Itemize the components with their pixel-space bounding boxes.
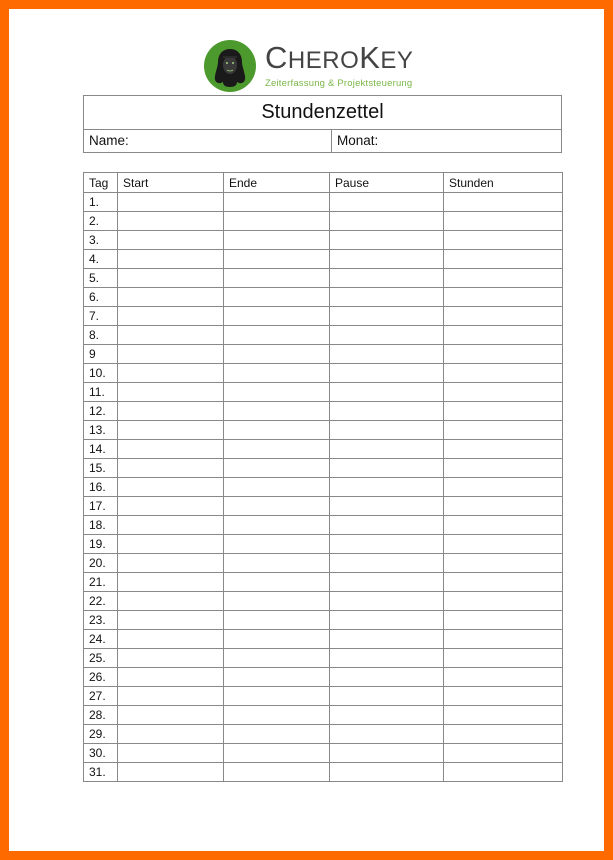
stunden-cell[interactable] [444, 763, 563, 782]
table-row [84, 250, 563, 269]
day-cell: 10. [84, 364, 118, 383]
ende-cell[interactable] [224, 744, 330, 763]
pause-cell[interactable] [330, 497, 444, 516]
day-cell: 29. [84, 725, 118, 744]
column-header-start: Start [118, 173, 224, 193]
table-row [84, 611, 563, 630]
day-cell: 16. [84, 478, 118, 497]
pause-cell[interactable] [330, 345, 444, 364]
stunden-cell[interactable] [444, 535, 563, 554]
table-row [84, 459, 563, 478]
table-row [84, 231, 563, 250]
form-header [83, 95, 562, 153]
stunden-cell[interactable] [444, 687, 563, 706]
stunden-cell[interactable] [444, 421, 563, 440]
pause-cell[interactable] [330, 307, 444, 326]
cherokey-logo [204, 39, 413, 93]
start-cell[interactable] [118, 307, 224, 326]
native-portrait-icon [204, 40, 256, 92]
start-cell[interactable] [118, 459, 224, 478]
ende-cell[interactable] [224, 383, 330, 402]
pause-cell[interactable] [330, 250, 444, 269]
day-cell: 24. [84, 630, 118, 649]
day-cell: 31. [84, 763, 118, 782]
pause-cell[interactable] [330, 763, 444, 782]
start-cell[interactable] [118, 440, 224, 459]
stunden-cell[interactable] [444, 307, 563, 326]
pause-cell[interactable] [330, 326, 444, 345]
ende-cell[interactable] [224, 193, 330, 212]
ende-cell[interactable] [224, 440, 330, 459]
day-cell: 18. [84, 516, 118, 535]
start-cell[interactable] [118, 345, 224, 364]
stunden-cell[interactable] [444, 383, 563, 402]
start-cell[interactable] [118, 649, 224, 668]
day-cell: 8. [84, 326, 118, 345]
name-field[interactable]: Name: [84, 130, 332, 152]
start-cell[interactable] [118, 687, 224, 706]
day-cell: 15. [84, 459, 118, 478]
pause-cell[interactable] [330, 744, 444, 763]
day-cell: 4. [84, 250, 118, 269]
stunden-cell[interactable] [444, 288, 563, 307]
start-cell[interactable] [118, 497, 224, 516]
ende-cell[interactable] [224, 630, 330, 649]
day-cell: 25. [84, 649, 118, 668]
stunden-cell[interactable] [444, 269, 563, 288]
pause-cell[interactable] [330, 687, 444, 706]
table-row [84, 364, 563, 383]
stunden-cell[interactable] [444, 364, 563, 383]
brand-name: CHEROKEY [265, 40, 414, 75]
stunden-cell[interactable] [444, 212, 563, 231]
pause-cell[interactable] [330, 592, 444, 611]
table-row [84, 402, 563, 421]
ende-cell[interactable] [224, 516, 330, 535]
start-cell[interactable] [118, 478, 224, 497]
table-row [84, 307, 563, 326]
day-cell: 13. [84, 421, 118, 440]
ende-cell[interactable] [224, 212, 330, 231]
day-cell: 19. [84, 535, 118, 554]
ende-cell[interactable] [224, 763, 330, 782]
pause-cell[interactable] [330, 421, 444, 440]
day-cell: 6. [84, 288, 118, 307]
column-header-pause: Pause [330, 173, 444, 193]
ende-cell[interactable] [224, 649, 330, 668]
ende-cell[interactable] [224, 288, 330, 307]
table-row [84, 345, 563, 364]
pause-cell[interactable] [330, 649, 444, 668]
pause-cell[interactable] [330, 554, 444, 573]
stunden-cell[interactable] [444, 231, 563, 250]
stunden-cell[interactable] [444, 497, 563, 516]
ende-cell[interactable] [224, 668, 330, 687]
stunden-cell[interactable] [444, 573, 563, 592]
start-cell[interactable] [118, 763, 224, 782]
pause-cell[interactable] [330, 231, 444, 250]
start-cell[interactable] [118, 573, 224, 592]
ende-cell[interactable] [224, 535, 330, 554]
table-row [84, 212, 563, 231]
table-row [84, 668, 563, 687]
table-header-row [84, 173, 563, 193]
start-cell[interactable] [118, 421, 224, 440]
ende-cell[interactable] [224, 478, 330, 497]
ende-cell[interactable] [224, 573, 330, 592]
day-cell: 12. [84, 402, 118, 421]
ende-cell[interactable] [224, 326, 330, 345]
day-cell: 14. [84, 440, 118, 459]
start-cell[interactable] [118, 269, 224, 288]
pause-cell[interactable] [330, 288, 444, 307]
pause-cell[interactable] [330, 193, 444, 212]
day-cell: 7. [84, 307, 118, 326]
stunden-cell[interactable] [444, 402, 563, 421]
day-cell: 27. [84, 687, 118, 706]
pause-cell[interactable] [330, 725, 444, 744]
day-cell: 23. [84, 611, 118, 630]
start-cell[interactable] [118, 288, 224, 307]
stunden-cell[interactable] [444, 649, 563, 668]
day-cell: 1. [84, 193, 118, 212]
table-row [84, 649, 563, 668]
stunden-cell[interactable] [444, 459, 563, 478]
stunden-cell[interactable] [444, 744, 563, 763]
start-cell[interactable] [118, 193, 224, 212]
stunden-cell[interactable] [444, 630, 563, 649]
stunden-cell[interactable] [444, 668, 563, 687]
day-cell: 11. [84, 383, 118, 402]
start-cell[interactable] [118, 611, 224, 630]
day-cell: 21. [84, 573, 118, 592]
table-row [84, 326, 563, 345]
ende-cell[interactable] [224, 706, 330, 725]
column-header-stunden: Stunden [444, 173, 563, 193]
table-row [84, 763, 563, 782]
stunden-cell[interactable] [444, 478, 563, 497]
day-cell: 9 [84, 345, 118, 364]
day-cell: 5. [84, 269, 118, 288]
start-cell[interactable] [118, 326, 224, 345]
ende-cell[interactable] [224, 307, 330, 326]
stunden-cell[interactable] [444, 440, 563, 459]
stunden-cell[interactable] [444, 250, 563, 269]
stunden-cell[interactable] [444, 193, 563, 212]
ende-cell[interactable] [224, 345, 330, 364]
pause-cell[interactable] [330, 516, 444, 535]
stunden-cell[interactable] [444, 592, 563, 611]
start-cell[interactable] [118, 725, 224, 744]
stunden-cell[interactable] [444, 326, 563, 345]
table-row [84, 516, 563, 535]
stunden-cell[interactable] [444, 516, 563, 535]
table-row [84, 421, 563, 440]
start-cell[interactable] [118, 402, 224, 421]
day-cell: 26. [84, 668, 118, 687]
day-cell: 2. [84, 212, 118, 231]
pause-cell[interactable] [330, 402, 444, 421]
day-cell: 22. [84, 592, 118, 611]
start-cell[interactable] [118, 231, 224, 250]
start-cell[interactable] [118, 668, 224, 687]
table-row [84, 535, 563, 554]
ende-cell[interactable] [224, 554, 330, 573]
brand-tagline: Zeiterfassung & Projektsteuerung [265, 78, 413, 89]
pause-cell[interactable] [330, 573, 444, 592]
stunden-cell[interactable] [444, 345, 563, 364]
table-row [84, 687, 563, 706]
column-header-tag: Tag [84, 173, 118, 193]
start-cell[interactable] [118, 212, 224, 231]
table-row [84, 497, 563, 516]
table-row [84, 554, 563, 573]
start-cell[interactable] [118, 592, 224, 611]
start-cell[interactable] [118, 554, 224, 573]
day-cell: 30. [84, 744, 118, 763]
pause-cell[interactable] [330, 212, 444, 231]
table-row [84, 630, 563, 649]
ende-cell[interactable] [224, 592, 330, 611]
pause-cell[interactable] [330, 383, 444, 402]
table-row [84, 592, 563, 611]
stunden-cell[interactable] [444, 554, 563, 573]
stunden-cell[interactable] [444, 706, 563, 725]
pause-cell[interactable] [330, 459, 444, 478]
table-row [84, 288, 563, 307]
ende-cell[interactable] [224, 402, 330, 421]
ende-cell[interactable] [224, 250, 330, 269]
pause-cell[interactable] [330, 269, 444, 288]
column-header-ende: Ende [224, 173, 330, 193]
ende-cell[interactable] [224, 231, 330, 250]
table-row [84, 440, 563, 459]
pause-cell[interactable] [330, 611, 444, 630]
ende-cell[interactable] [224, 497, 330, 516]
table-row [84, 744, 563, 763]
start-cell[interactable] [118, 535, 224, 554]
start-cell[interactable] [118, 516, 224, 535]
start-cell[interactable] [118, 744, 224, 763]
stunden-cell[interactable] [444, 611, 563, 630]
ende-cell[interactable] [224, 459, 330, 478]
table-row [84, 725, 563, 744]
ende-cell[interactable] [224, 725, 330, 744]
day-cell: 3. [84, 231, 118, 250]
page-title: Stundenzettel [84, 96, 561, 130]
table-row [84, 573, 563, 592]
ende-cell[interactable] [224, 611, 330, 630]
start-cell[interactable] [118, 706, 224, 725]
table-row [84, 269, 563, 288]
timesheet-table [83, 172, 563, 782]
stunden-cell[interactable] [444, 725, 563, 744]
pause-cell[interactable] [330, 630, 444, 649]
table-row [84, 193, 563, 212]
table-row [84, 383, 563, 402]
day-cell: 20. [84, 554, 118, 573]
ende-cell[interactable] [224, 687, 330, 706]
start-cell[interactable] [118, 250, 224, 269]
pause-cell[interactable] [330, 706, 444, 725]
start-cell[interactable] [118, 383, 224, 402]
ende-cell[interactable] [224, 364, 330, 383]
day-cell: 28. [84, 706, 118, 725]
monat-field[interactable]: Monat: [337, 133, 379, 148]
start-cell[interactable] [118, 630, 224, 649]
table-row [84, 706, 563, 725]
start-cell[interactable] [118, 364, 224, 383]
ende-cell[interactable] [224, 421, 330, 440]
pause-cell[interactable] [330, 364, 444, 383]
ende-cell[interactable] [224, 269, 330, 288]
day-cell: 17. [84, 497, 118, 516]
pause-cell[interactable] [330, 535, 444, 554]
pause-cell[interactable] [330, 668, 444, 687]
table-row [84, 478, 563, 497]
pause-cell[interactable] [330, 440, 444, 459]
pause-cell[interactable] [330, 478, 444, 497]
